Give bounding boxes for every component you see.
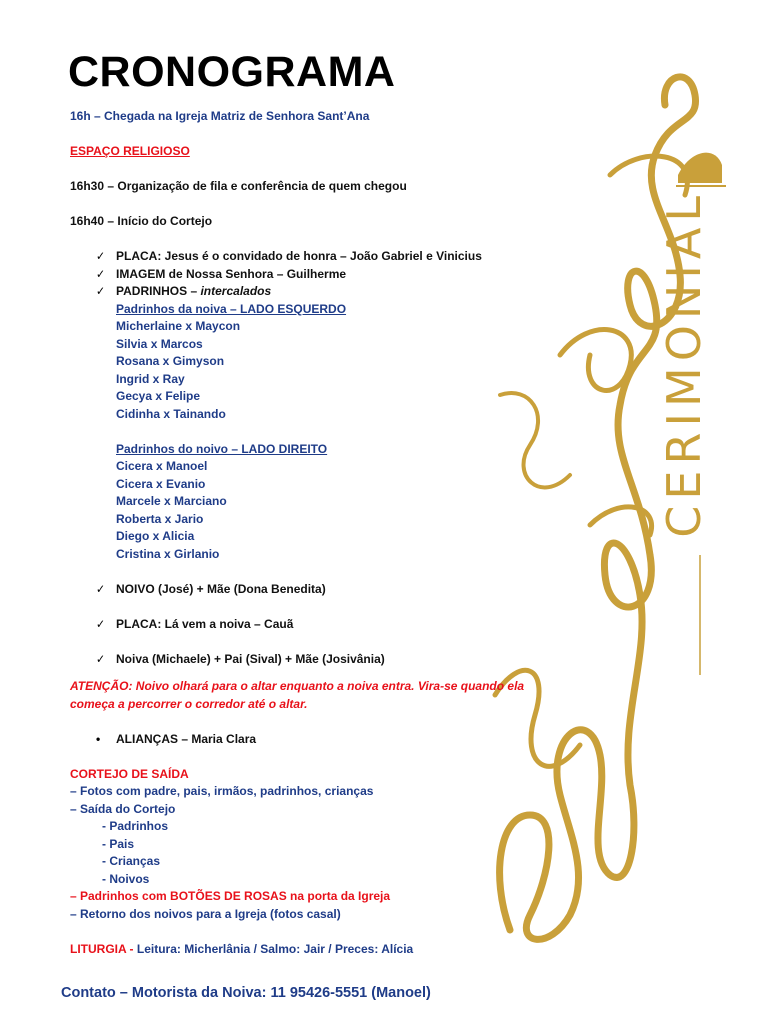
logo-wordmark: CERIMONIAL xyxy=(657,190,711,538)
list-item: - Padrinhos xyxy=(102,819,169,833)
logo-cap-shape xyxy=(678,153,722,183)
cortejo-saida-heading: CORTEJO DE SAÍDA xyxy=(70,766,189,781)
list-item: – Saída do Cortejo xyxy=(70,801,176,816)
list-item: Cidinha x Tainando xyxy=(116,406,226,421)
checkmark-icon: ✓ xyxy=(96,266,106,281)
list-item: Rosana x Gimyson xyxy=(116,354,225,368)
checkmark-icon: ✓ xyxy=(96,616,106,631)
list-item: - Pais xyxy=(102,836,135,851)
checkmark-icon: ✓ xyxy=(96,249,106,263)
list-item: – Retorno dos noivos para a Igreja (fotos casal) xyxy=(70,906,341,921)
list-item: - Noivos xyxy=(102,871,150,886)
checkmark-icon: ✓ xyxy=(96,284,106,298)
list-item: Cicera x Manoel xyxy=(116,459,208,473)
list-item: • ALIANÇAS – Maria Clara xyxy=(96,731,550,749)
list-item: - Crianças xyxy=(102,854,161,868)
padrinhos-noiva-header: Padrinhos da noiva – LADO ESQUERDO xyxy=(116,301,347,316)
list-item: Ingrid x Ray xyxy=(116,371,185,386)
list-item: Cristina x Girlanio xyxy=(116,546,220,561)
cortejo-checklist xyxy=(96,248,550,668)
list-item: ✓ IMAGEM de Nossa Senhora – Guilherme xyxy=(96,266,550,284)
list-item: Cicera x Evanio xyxy=(116,476,206,491)
checkmark-icon: ✓ xyxy=(96,651,106,666)
list-item: Marcele x Marciano xyxy=(116,494,227,508)
list-item: ✓ PADRINHOS – intercalados xyxy=(96,283,550,301)
list-item: ✓ NOIVO (José) + Mãe (Dona Benedita) xyxy=(96,581,550,599)
list-item: – Padrinhos com BOTÕES DE ROSAS na porta da Igreja xyxy=(70,889,391,903)
atencao-note: ATENÇÃO: Noivo olhará para o altar enquanto a noiva entra. Vira-se quando ela começa a percorrer o corredor até o altar. xyxy=(70,679,525,711)
arrival-line: 16h – Chegada na Igreja Matriz de Senhora Sant’Ana xyxy=(70,109,370,123)
padrinhos-note: intercalados xyxy=(200,284,272,298)
list-item: Silvia x Marcos xyxy=(116,336,203,351)
list-item: ✓ PLACA: Lá vem a noiva – Cauã xyxy=(96,616,550,634)
list-item: ✓ PLACA: Jesus é o convidado de honra – João Gabriel e Vinicius xyxy=(96,248,550,266)
list-item: – Fotos com padre, pais, irmãos, padrinhos, crianças xyxy=(70,784,374,798)
list-item: Diego x Alicia xyxy=(116,529,195,543)
organizacao-line: 16h30 – Organização de fila e conferência de quem chegou xyxy=(70,179,407,193)
page-title: CRONOGRAMA xyxy=(68,48,396,96)
espaco-religioso-heading: ESPAÇO RELIGIOSO xyxy=(70,144,190,158)
schedule-content xyxy=(70,108,550,958)
inicio-cortejo-line: 16h40 – Início do Cortejo xyxy=(70,214,213,228)
list-item: Gecya x Felipe xyxy=(116,389,201,403)
list-item: Roberta x Jario xyxy=(116,511,204,526)
contact-line: Contato – Motorista da Noiva: 11 95426-5551 (Manoel) xyxy=(61,985,431,1001)
checkmark-icon: ✓ xyxy=(96,581,106,596)
bullet-icon: • xyxy=(96,731,101,746)
padrinhos-noiva xyxy=(116,301,550,564)
padrinhos-noivo-header: Padrinhos do noivo – LADO DIREITO xyxy=(116,441,328,456)
liturgia-line: LITURGIA - Leitura: Micherlânia / Salmo: Jair / Preces: Alícia xyxy=(70,941,414,956)
list-item: ✓ Noiva (Michaele) + Pai (Sival) + Mãe (Josivânia) xyxy=(96,651,550,669)
list-item: Micherlaine x Maycon xyxy=(116,319,241,333)
